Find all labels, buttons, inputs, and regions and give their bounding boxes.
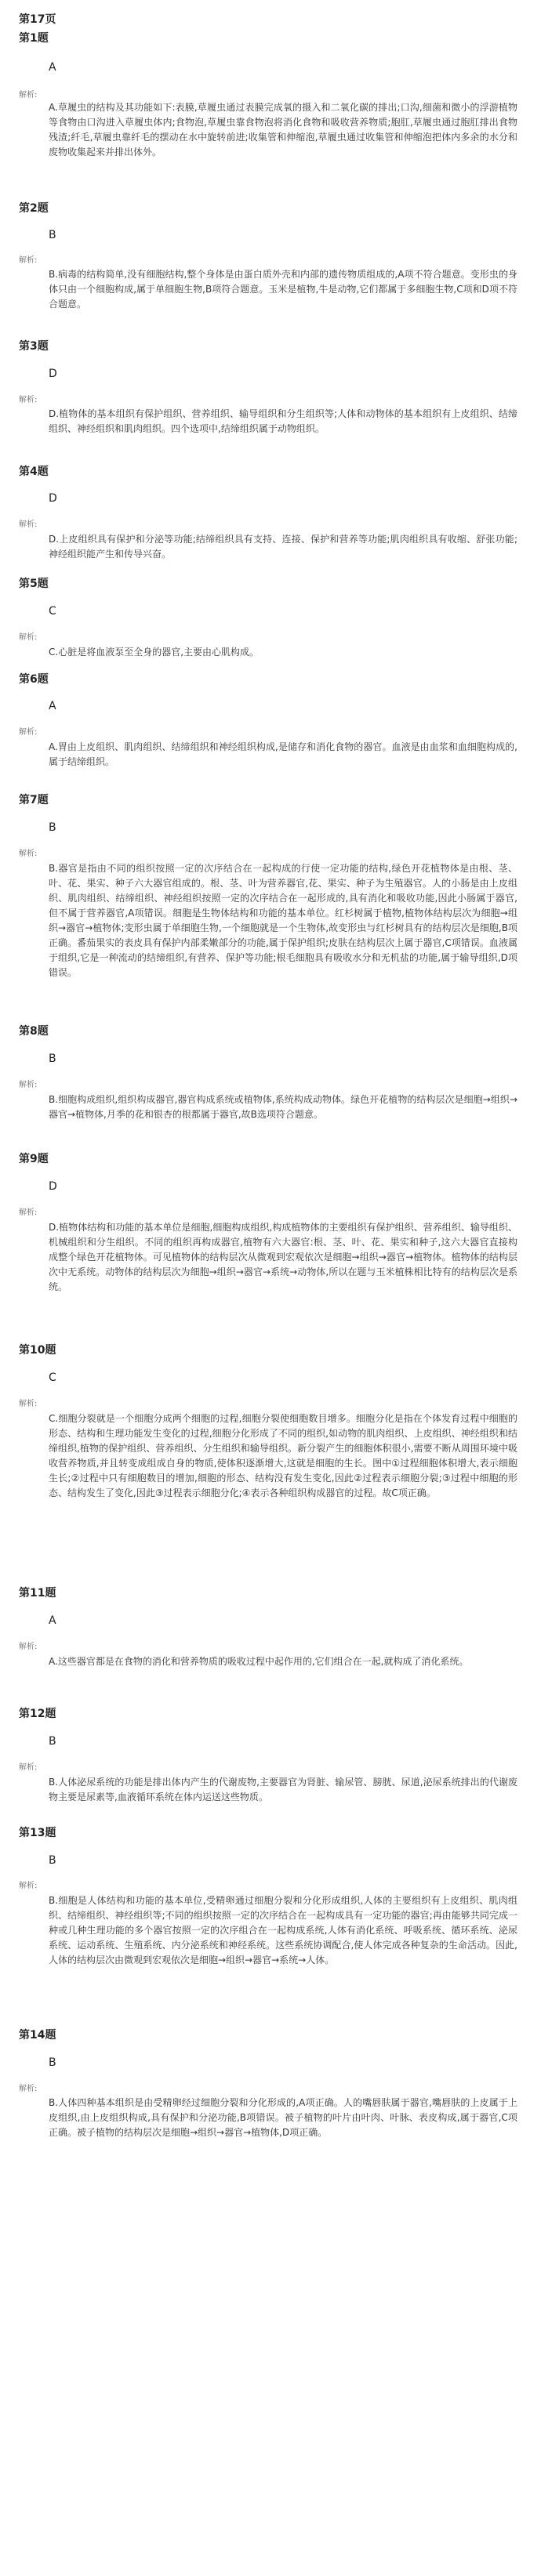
question-number: 第7题 <box>19 794 49 806</box>
question-number: 第10题 <box>19 1344 56 1357</box>
question-number: 第3题 <box>19 340 49 353</box>
answer-value: B <box>49 229 56 241</box>
analysis-label: 解析: <box>19 91 38 100</box>
analysis-label: 解析: <box>19 850 38 858</box>
explanation-text: D.植物体的基本组织有保护组织、营养组织、输导组织和分生组织等;人体和动物体的基本组织有上皮组织、结缔组织、神经组织和肌肉组织。四个选项中,结缔组织属于动物组织。 <box>49 408 517 434</box>
explanation-text: B.器官是指由不同的组织按照一定的次序结合在一起构成的行使一定功能的结构,绿色开花植物体是由根、茎、叶、花、果实、种子六大器官组成的。根、茎、叶为营养器官,花、果实、种子为生殖器官。人的小肠是由上皮组织、肌肉组织、结缔组织、神经组织按照一定的次序结合在一起形成的,具有消化和吸收功能,因此小肠属于器官,但不属于营养器官,A项错误。细胞是生物体结构和功能的基本单位。红杉树属于植物,植物体结构层次为细胞→组织→器官→植物体;变形虫属于单细胞生物,一个细胞就是一个生物体,故变形虫与红杉树具有的结构层次是细胞,B项正确。番茄果实的表皮具有保护内部柔嫩部分的功能,属于保护组织;皮肤在结构层次上属于器官,C项错误。血液属于组织,它是一种流动的结缔组织,有营养、保护等功能;根毛细胞具有吸收水分和无机盐的功能,属于输导组织,D项错误。 <box>49 863 517 978</box>
question-number: 第2题 <box>19 202 49 215</box>
explanation-text: B.细胞构成组织,组织构成器官,器官构成系统或植物体,系统构成动物体。绿色开花植物的结构层次是细胞→组织→器官→植物体,月季的花和银杏的根都属于器官,故B选项符合题意。 <box>49 1094 517 1120</box>
analysis-label: 解析: <box>19 1081 38 1089</box>
answer-value: A <box>49 700 56 712</box>
question-number: 第12题 <box>19 1708 56 1720</box>
explanation-text: B.人体泌尿系统的功能是排出体内产生的代谢废物,主要器官为肾脏、输尿管、膀胱、尿道,泌尿系统排出的代谢废物主要是尿素等,血液循环系统在体内运送这些物质。 <box>49 1777 517 1802</box>
explanation-text: A.胃由上皮组织、肌肉组织、结缔组织和神经组织构成,是储存和消化食物的器官。血液是由血浆和血细胞构成的,属于结缔组织。 <box>49 741 517 767</box>
question-number: 第5题 <box>19 578 49 590</box>
question-number: 第13题 <box>19 1827 56 1839</box>
question-number: 第11题 <box>19 1587 56 1600</box>
answer-value: B <box>49 1735 56 1748</box>
question-number: 第14题 <box>19 2029 56 2042</box>
explanation-text: A.这些器官都是在食物的消化和营养物质的吸收过程中起作用的,它们组合在一起,就构成了消化系统。 <box>49 1656 469 1667</box>
analysis-label: 解析: <box>19 1643 38 1651</box>
question-number: 第6题 <box>19 673 49 686</box>
analysis-label: 解析: <box>19 520 38 529</box>
question-number: 第9题 <box>19 1153 49 1165</box>
question-number: 第1题 <box>19 32 49 45</box>
explanation-text: B.细胞是人体结构和功能的基本单位,受精卵通过细胞分裂和分化形成组织,人体的主要组织有上皮组织、肌肉组织、结缔组织、神经组织等;不同的组织按照一定的次序结合在一起构成具有一定功能的器官;再由能够共同完成一种或几种生理功能的多个器官按照一定的次序组合在一起构成系统,人体有消化系统、呼吸系统、循环系统、泌尿系统、运动系统、生殖系统、内分泌系统和神经系统。这些系统协调配合,使人体完成各种复杂的生命活动。因此,人体的结构层次由微观到宏观依次是细胞→组织→器官→系统→人体。 <box>49 1895 517 1966</box>
analysis-label: 解析: <box>19 1882 38 1890</box>
answer-value: D <box>49 492 57 505</box>
explanation-text: C.细胞分裂就是一个细胞分成两个细胞的过程,细胞分裂使细胞数目增多。细胞分化是指在个体发育过程中细胞的形态、结构和生理功能发生变化的过程,细胞分化形成了不同的组织,如动物的肌肉组织、上皮组织、神经组织和结缔组织,植物的保护组织、营养组织、分生组织和输导组织。新分裂产生的细胞体积很小,需要不断从周围环境中吸收营养物质,并且转变成组成自身的物质,使体积逐渐增大,这就是细胞的生长。图中①过程细胞体积增大,表示细胞生长;②过程中只有细胞数目的增加,细胞的形态、结构没有发生变化,因此②过程表示细胞分裂;③过程中细胞的形态、结构发生了变化,因此③过程表示细胞分化;④表示各种组织构成器官的过程。故C项正确。 <box>49 1413 517 1498</box>
question-number: 第4题 <box>19 466 49 478</box>
analysis-label: 解析: <box>19 1208 38 1217</box>
explanation-text: D.上皮组织具有保护和分泌等功能;结缔组织具有支持、连接、保护和营养等功能;肌肉组织具有收缩、舒张功能;神经组织能产生和传导兴奋。 <box>49 534 517 560</box>
answer-value: B <box>49 1053 56 1065</box>
analysis-label: 解析: <box>19 1763 38 1772</box>
explanation-text: A.草履虫的结构及其功能如下:表膜,草履虫通过表膜完成氧的摄入和二氧化碳的排出;口沟,细菌和微小的浮游植物等食物由口沟进入草履虫体内;食物泡,草履虫靠食物泡将消化食物和吸收营养物质;胞肛,草履虫通过胞肛排出食物残渣;纤毛,草履虫靠纤毛的摆动在水中旋转前进;收集管和伸缩泡,草履虫通过收集管和伸缩泡把体内多余的水分和废物收集起来并排出体外。 <box>49 102 517 158</box>
answer-value: C <box>49 605 56 618</box>
explanation-text: D.植物体结构和功能的基本单位是细胞,细胞构成组织,构成植物体的主要组织有保护组织、营养组织、输导组织、机械组织和分生组织。不同的组织再构成器官,植物有六大器官:根、茎、叶、花、果实和种子,这六大器官直接构成整个绿色开花植物体。可见植物体的结构层次从微观到宏观依次是细胞→组织→器官→植物体。植物体的结构层次中无系统。动物体的结构层次为细胞→组织→器官→系统→动物体,所以在题与玉米植株相比特有的结构层次是系统。 <box>49 1222 517 1292</box>
answer-value: B <box>49 2056 56 2069</box>
answer-value: B <box>49 1854 56 1867</box>
answer-value: C <box>49 1371 56 1384</box>
explanation-text: B.病毒的结构简单,没有细胞结构,整个身体是由蛋白质外壳和内部的遗传物质组成的,A项不符合题意。变形虫的身体只由一个细胞构成,属于单细胞生物,B项符合题意。玉米是植物,牛是动物,它们都属于多细胞生物,C项和D项不符合题意。 <box>49 269 517 310</box>
analysis-label: 解析: <box>19 633 38 642</box>
analysis-label: 解析: <box>19 396 38 404</box>
page-title: 第17页 <box>19 13 56 26</box>
question-number: 第8题 <box>19 1025 49 1038</box>
answer-value: A <box>49 61 56 74</box>
analysis-label: 解析: <box>19 728 38 737</box>
analysis-label: 解析: <box>19 256 38 265</box>
answer-value: B <box>49 821 56 834</box>
explanation-text: B.人体四种基本组织是由受精卵经过细胞分裂和分化形成的,A项正确。人的嘴唇肤属于器官,嘴唇肤的上皮属于上皮组织,由上皮组织构成,具有保护和分泌功能,B项错误。被子植物的叶片由叶肉、叶脉、表皮构成,属于器官,C项正确。被子植物的结构层次是细胞→组织→器官→植物体,D项正确。 <box>49 2097 517 2138</box>
answer-value: D <box>49 368 57 380</box>
analysis-label: 解析: <box>19 2085 38 2093</box>
answer-value: D <box>49 1180 57 1193</box>
explanation-text: C.心脏是将血液泵至全身的器官,主要由心肌构成。 <box>49 647 260 658</box>
analysis-label: 解析: <box>19 1400 38 1408</box>
answer-value: A <box>49 1614 56 1627</box>
